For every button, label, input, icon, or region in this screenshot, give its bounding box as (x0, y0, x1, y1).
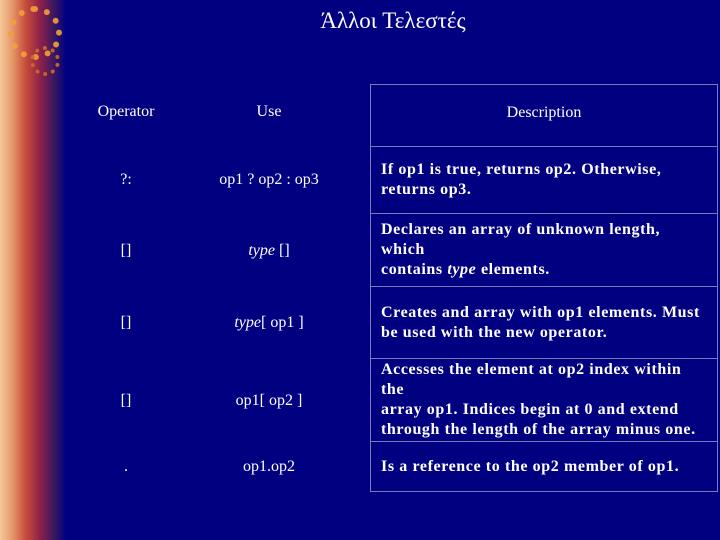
slide-title: Άλλοι Τελεστές (320, 8, 466, 33)
row1-description-line2: returns op3. (381, 181, 472, 198)
header-use: Use (256, 103, 282, 120)
row2-use-type: type (248, 241, 275, 259)
row5-operator: . (124, 458, 128, 475)
row1-use: op1 ? op2 : op3 (219, 171, 319, 188)
row2-use (168, 214, 370, 287)
row3-operator: [] (120, 314, 132, 331)
row5-description-line1: Is a reference to the op2 member of op1. (381, 457, 680, 475)
decorative-side-strip (0, 0, 66, 540)
small-gear-icon (30, 46, 60, 76)
header-description: Description (370, 84, 718, 146)
row5-description (370, 442, 718, 492)
row2-description (370, 214, 718, 287)
row3-use-rest: [ op1 ] (261, 314, 304, 331)
row2-description-line2 (381, 260, 707, 280)
row4-description-line1: Accesses the element at op2 index within the (381, 361, 682, 398)
row4-operator: [] (120, 391, 132, 409)
row4-use: op1[ op2 ] (235, 391, 303, 409)
row4-description-line2: array op1. Indices begin at 0 and extend (381, 401, 679, 418)
row3-use (168, 287, 370, 359)
row1-description (370, 146, 718, 214)
row2-description-line1: Declares an array of unknown length, which (381, 221, 661, 258)
row4-description (370, 359, 718, 442)
header-operator: Operator (97, 103, 155, 120)
row2-use-rest: [] (275, 241, 290, 259)
row3-use-type: type (234, 314, 261, 331)
row3-description (370, 287, 718, 359)
row2-operator: [] (120, 241, 132, 259)
operators-table (84, 84, 718, 492)
row3-description-line2: be used with the new operator. (381, 323, 608, 341)
row1-description-line1: If op1 is true, returns op2. Otherwise, (381, 161, 662, 178)
row2-desc-elements: elements. (476, 261, 550, 278)
row2-desc-type: type (447, 261, 477, 278)
row3-description-line1: Creates and array with op1 elements. Must (381, 303, 700, 321)
row2-desc-contains: contains (381, 261, 448, 278)
row4-description-line3: through the length of the array minus one. (381, 421, 696, 438)
row1-operator: ?: (120, 171, 132, 188)
row5-use: op1.op2 (243, 458, 295, 475)
